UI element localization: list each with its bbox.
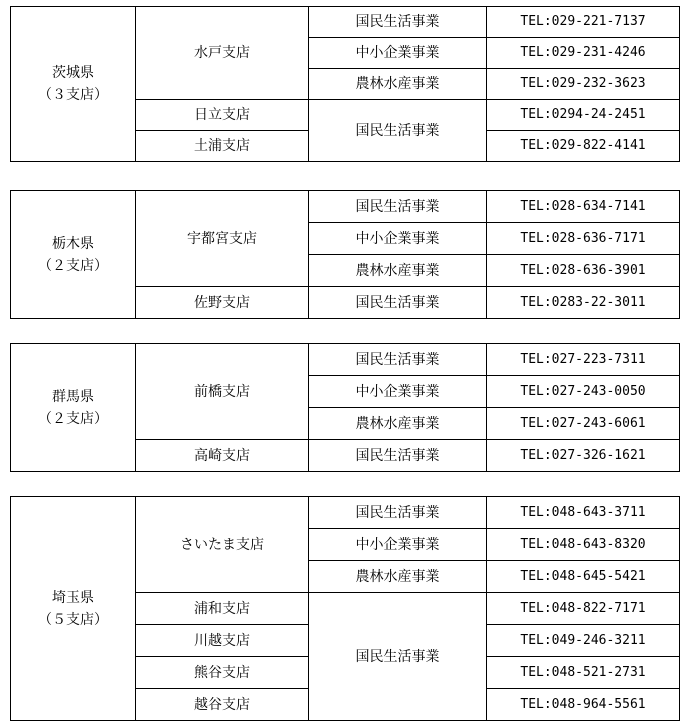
branch-name: 浦和支店 — [136, 593, 309, 625]
phone-number: TEL:027-243-0050 — [487, 376, 680, 408]
business-type: 農林水産事業 — [309, 255, 487, 287]
prefecture-name: 群馬県 — [52, 388, 94, 405]
branch-name: さいたま支店 — [136, 497, 309, 593]
prefecture-cell — [11, 191, 136, 319]
business-type: 国民生活事業 — [309, 497, 487, 529]
business-type: 国民生活事業 — [309, 191, 487, 223]
business-type: 中小企業事業 — [309, 529, 487, 561]
prefecture-table-gunma — [10, 343, 680, 472]
branch-count: （３支店） — [38, 87, 108, 103]
phone-number: TEL:029-232-3623 — [487, 69, 680, 100]
branch-name: 水戸支店 — [136, 7, 309, 100]
phone-number: TEL:029-231-4246 — [487, 38, 680, 69]
branch-count: （２支店） — [38, 410, 108, 427]
prefecture-cell — [11, 344, 136, 472]
prefecture-cell — [11, 497, 136, 721]
branch-name: 熊谷支店 — [136, 657, 309, 689]
business-type: 国民生活事業 — [309, 287, 487, 319]
branch-name: 土浦支店 — [136, 131, 309, 162]
business-type: 国民生活事業 — [309, 593, 487, 721]
business-type: 農林水産事業 — [309, 69, 487, 100]
phone-number: TEL:029-221-7137 — [487, 7, 680, 38]
prefecture-name: 栃木県 — [52, 235, 94, 252]
branch-name: 越谷支店 — [136, 689, 309, 721]
phone-number: TEL:027-223-7311 — [487, 344, 680, 376]
prefecture-cell — [11, 7, 136, 162]
phone-number: TEL:048-645-5421 — [487, 561, 680, 593]
branch-name: 宇都宮支店 — [136, 191, 309, 287]
phone-number: TEL:048-964-5561 — [487, 689, 680, 721]
business-type: 農林水産事業 — [309, 408, 487, 440]
prefecture-name: 茨城県 — [52, 65, 94, 81]
prefecture-table-saitama — [10, 496, 680, 721]
business-type: 農林水産事業 — [309, 561, 487, 593]
business-type: 中小企業事業 — [309, 376, 487, 408]
prefecture-table-tochigi — [10, 190, 680, 319]
business-type: 国民生活事業 — [309, 440, 487, 472]
phone-number: TEL:048-643-3711 — [487, 497, 680, 529]
phone-number: TEL:028-636-3901 — [487, 255, 680, 287]
business-type: 中小企業事業 — [309, 38, 487, 69]
branch-count: （５支店） — [38, 611, 108, 628]
branch-name: 佐野支店 — [136, 287, 309, 319]
business-type: 国民生活事業 — [309, 344, 487, 376]
phone-number: TEL:049-246-3211 — [487, 625, 680, 657]
phone-number: TEL:028-634-7141 — [487, 191, 680, 223]
phone-number: TEL:028-636-7171 — [487, 223, 680, 255]
business-type: 国民生活事業 — [309, 100, 487, 162]
prefecture-name: 埼玉県 — [52, 589, 94, 606]
branch-name: 前橋支店 — [136, 344, 309, 440]
business-type: 国民生活事業 — [309, 7, 487, 38]
phone-number: TEL:027-326-1621 — [487, 440, 680, 472]
phone-number: TEL:048-521-2731 — [487, 657, 680, 689]
phone-number: TEL:027-243-6061 — [487, 408, 680, 440]
phone-number: TEL:048-643-8320 — [487, 529, 680, 561]
branch-name: 日立支店 — [136, 100, 309, 131]
prefecture-table-ibaraki — [10, 6, 680, 162]
phone-number: TEL:048-822-7171 — [487, 593, 680, 625]
phone-number: TEL:0283-22-3011 — [487, 287, 680, 319]
business-type: 中小企業事業 — [309, 223, 487, 255]
branch-name: 高崎支店 — [136, 440, 309, 472]
branch-count: （２支店） — [38, 257, 108, 274]
branch-name: 川越支店 — [136, 625, 309, 657]
phone-number: TEL:029-822-4141 — [487, 131, 680, 162]
phone-number: TEL:0294-24-2451 — [487, 100, 680, 131]
